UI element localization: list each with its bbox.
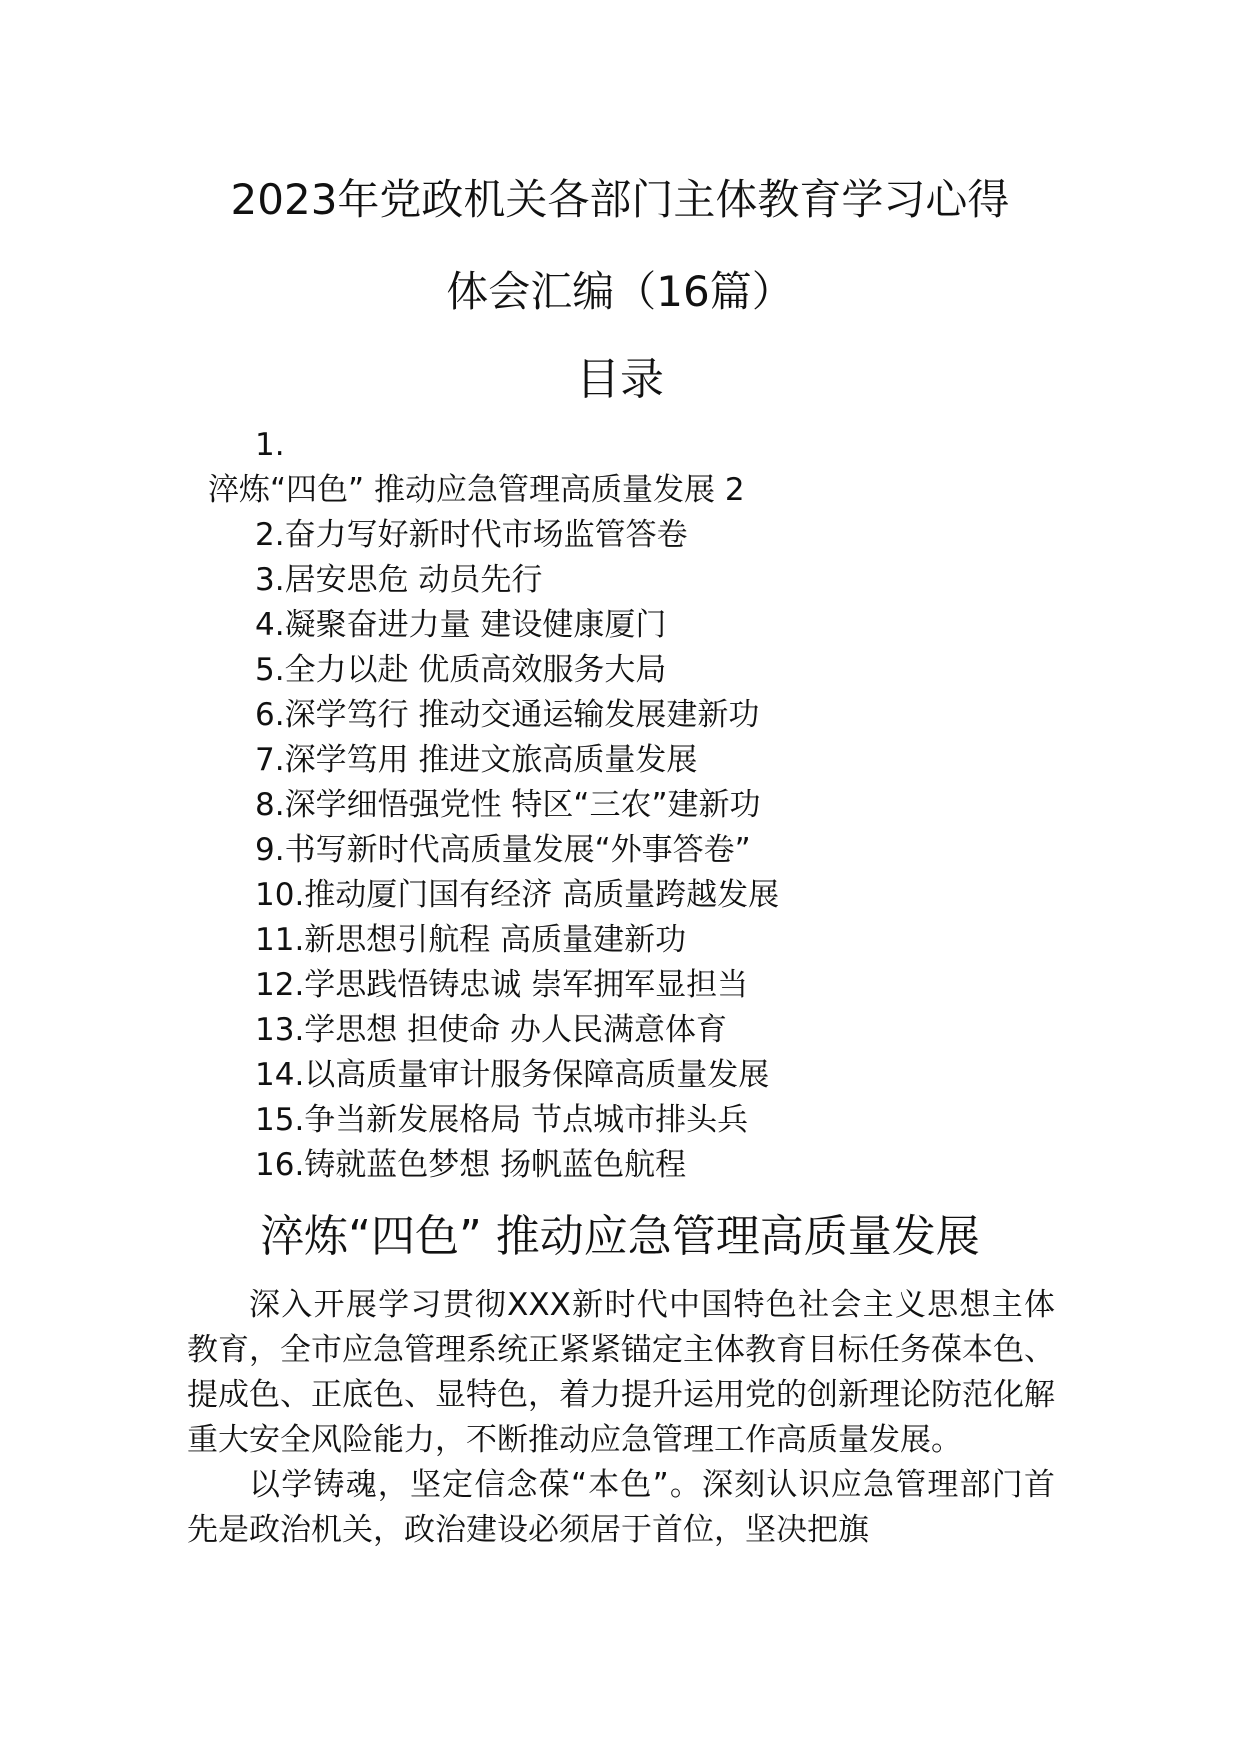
toc-item: 2.奋力写好新时代市场监管答卷 <box>255 517 688 553</box>
toc-item-1-number: 1. <box>255 427 285 463</box>
toc-item: 6.深学笃行 推动交通运输发展建新功 <box>255 697 760 733</box>
table-of-contents <box>0 423 1240 1188</box>
toc-item: 9.书写新时代高质量发展“外事答卷” <box>255 832 751 868</box>
section-body <box>187 1283 1055 1553</box>
body-paragraph: 深入开展学习贯彻XXX新时代中国特色社会主义思想主体教育，全市应急管理系统正紧紧锚定主体教育目标任务葆本色、提成色、正底色、显特色，着力提升运用党的创新理论防范化解重大安全风险能力，不断推动应急管理工作高质量发展。 <box>187 1287 1055 1458</box>
toc-heading: 目录 <box>576 354 664 405</box>
toc-item: 8.深学细悟强党性 特区“三农”建新功 <box>255 787 761 823</box>
toc-item: 15.争当新发展格局 节点城市排头兵 <box>255 1102 749 1138</box>
toc-item: 3.居安思危 动员先行 <box>255 562 543 598</box>
toc-item: 11.新思想引航程 高质量建新功 <box>255 922 687 958</box>
section-title: 淬炼“四色” 推动应急管理高质量发展 <box>260 1211 980 1262</box>
toc-item: 13.学思想 担使命 办人民满意体育 <box>255 1012 728 1048</box>
toc-item-1-text: 淬炼“四色” 推动应急管理高质量发展 2 <box>208 472 745 508</box>
document-title-line-2: 体会汇编（16篇） <box>446 267 794 316</box>
toc-item: 16.铸就蓝色梦想 扬帆蓝色航程 <box>255 1147 687 1183</box>
toc-item: 10.推动厦门国有经济 高质量跨越发展 <box>255 877 780 913</box>
toc-item: 14.以高质量审计服务保障高质量发展 <box>255 1057 770 1093</box>
toc-item: 7.深学笃用 推进文旅高质量发展 <box>255 742 698 778</box>
body-paragraph: 以学铸魂，坚定信念葆“本色”。深刻认识应急管理部门首先是政治机关，政治建设必须居于首位，坚决把旗 <box>187 1467 1055 1548</box>
document-title-line-1: 2023年党政机关各部门主体教育学习心得 <box>230 175 1010 224</box>
toc-item: 12.学思践悟铸忠诚 崇军拥军显担当 <box>255 967 749 1003</box>
toc-item: 4.凝聚奋进力量 建设健康厦门 <box>255 607 667 643</box>
toc-item: 5.全力以赴 优质高效服务大局 <box>255 652 667 688</box>
